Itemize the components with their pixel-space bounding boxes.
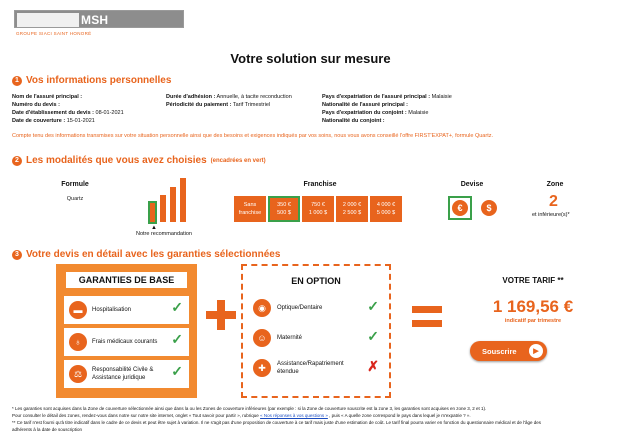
base-guarantees-panel: [56, 264, 197, 398]
section-title: Les modalités que vous avez choisies: [26, 155, 207, 166]
guarantee-label: Frais médicaux courants: [92, 339, 158, 345]
footnote-line: * Les garanties sont acquises dans la Zone de couverture sélectionnée ainsi que dans la ou les Zones de couverture inférieures (par exemple : si la Zone de couverture souscrite est la zone 3, les garanties sont acquises en zone 3, 2 et 1).: [12, 406, 487, 411]
footnote-line: ** Ce tarif n'est fourni qu'à titre indicatif dans le cadre de ce devis et peut être sujet à variation. Il ne s'agit pas d'une proposition de couverture à ce tarif mais juste d'une estimation de coût. Le tarif final pourra varier en fonction du questionnaire médical et de l'âge des: [12, 420, 541, 425]
guarantee-row: [64, 296, 189, 324]
play-arrow-icon: ▶: [529, 344, 543, 358]
info-label: Numéro du devis :: [12, 102, 60, 108]
section-number: 3: [12, 250, 22, 260]
baby-icon: ☺: [253, 329, 271, 347]
selected-formule-highlight: [148, 201, 157, 224]
info-label: Pays d'expatriation du conjoint :: [322, 110, 407, 116]
zone-label: Zone: [546, 181, 564, 188]
logo-swoosh: [17, 13, 79, 27]
formule-label: Formule: [61, 181, 89, 188]
tarif-title: VOTRE TARIF **: [502, 276, 564, 285]
scales-icon: ⚖: [69, 365, 87, 383]
section-number: 1: [12, 76, 22, 86]
section-number: 2: [12, 156, 22, 166]
franchise-option-2000[interactable]: [336, 196, 368, 222]
section-quote-heading: [12, 249, 280, 260]
devise-label: Devise: [460, 181, 484, 188]
footnotes: [12, 405, 612, 433]
info-column-3: [322, 93, 452, 125]
franchise-top: Sans: [243, 202, 257, 208]
footnote-text: , puis « A quelle zone correspond le pays dans lequel je m'expatrie ? ».: [329, 413, 471, 418]
info-value: Malaisie: [431, 94, 452, 100]
option-label: Assistance/Rapatriement étendue: [277, 361, 344, 375]
footnote-text: Pour consulter le détail des zones, rendez-vous dans notre sur notre site internet, onglet « Tout savoir pour partir », rubrique: [12, 413, 259, 418]
option-row[interactable]: [251, 326, 383, 352]
dollar-icon[interactable]: $: [481, 200, 497, 216]
formule-level-bar[interactable]: [180, 178, 186, 222]
info-value: 08-01-2021: [95, 110, 124, 116]
info-column-1: [12, 93, 124, 125]
formule-level-bar[interactable]: [170, 187, 176, 222]
check-icon: ✓: [171, 363, 183, 379]
section-title: Votre devis en détail avec les garanties sélectionnées: [26, 249, 281, 260]
info-label: Date d'établissement du devis :: [12, 110, 94, 116]
option-label: Optique/Dentaire: [277, 305, 323, 311]
franchise-option-750[interactable]: [302, 196, 334, 222]
option-label: Maternité: [277, 335, 303, 341]
formule-value: Quartz: [66, 196, 84, 202]
triangle-up-icon: ▲: [151, 225, 157, 231]
footnote-line: [12, 412, 612, 419]
options-panel: [241, 264, 391, 398]
guarantee-row: [64, 360, 189, 388]
info-label: Date de couverture :: [12, 118, 66, 124]
franchise-bottom: franchise: [238, 210, 262, 216]
plus-icon: [206, 300, 236, 330]
guarantee-row: [64, 328, 189, 356]
formule-level-bar[interactable]: [160, 195, 166, 222]
info-value: Annuelle, à tacite reconduction: [216, 94, 292, 100]
guarantee-label: Responsabilité Civile & Assistance juridique: [92, 367, 154, 381]
info-label: Nationalité de l'assuré principal :: [322, 102, 408, 108]
info-label: Périodicité du paiement :: [166, 102, 232, 108]
franchise-label: Franchise: [303, 181, 337, 188]
franchise-option-4000[interactable]: [370, 196, 402, 222]
check-icon: ✓: [367, 298, 379, 314]
franchise-option-350[interactable]: [268, 196, 300, 222]
ambulance-icon: ✚: [253, 359, 271, 377]
franchise-top: 350 €: [277, 202, 291, 208]
option-row[interactable]: [251, 356, 383, 382]
euro-icon[interactable]: €: [452, 200, 468, 216]
info-label: Durée d'adhésion :: [166, 94, 216, 100]
franchise-options: [234, 196, 402, 222]
franchise-option-none[interactable]: [234, 196, 266, 222]
recommendation-note: Compte tenu des informations transmises sur votre situation personnelle ainsi que des besoins et exigences indiqués par vos soins, nous vous avons conseillé l'offre FIRST'EXPAT+, formule Quartz.: [12, 133, 493, 139]
options-title: EN OPTION: [291, 276, 341, 286]
base-guarantees-title: GARANTIES DE BASE: [66, 272, 187, 288]
info-value: Tarif Trimestriel: [232, 102, 271, 108]
info-value: 15-01-2021: [66, 118, 95, 124]
footnote-line: adhérents à la date de souscription: [12, 427, 83, 432]
franchise-bottom: 2 500 $: [342, 210, 362, 216]
section-modalities-heading: [12, 155, 266, 166]
page-title: Votre solution sur mesure: [230, 51, 391, 66]
zone-value: 2: [549, 193, 558, 210]
franchise-bottom: 500 $: [277, 210, 291, 216]
subscribe-label: Souscrire: [482, 346, 517, 356]
faq-link[interactable]: « Nos réponses à vos questions »: [260, 413, 328, 418]
section-personal-info-heading: [12, 75, 171, 86]
bed-icon: ▬: [69, 301, 87, 319]
info-label: Pays d'expatriation de l'assuré principal :: [322, 94, 431, 100]
info-label: Nom de l'assuré principal :: [12, 94, 83, 100]
logo-name: MSH INTERNATIONAL: [81, 13, 181, 41]
zone-subtitle: et inférieure(s)*: [532, 212, 570, 218]
tarif-price: 1 169,56 €: [492, 297, 574, 316]
eye-icon: ◉: [253, 299, 271, 317]
stethoscope-icon: ♁: [69, 333, 87, 351]
option-row[interactable]: [251, 296, 383, 322]
info-value: Malaisie: [408, 110, 429, 116]
guarantee-label: Hospitalisation: [92, 307, 132, 313]
info-label: Nationalité du conjoint :: [322, 118, 385, 124]
recommendation-label: Notre recommandation: [136, 231, 192, 237]
info-column-2: [166, 93, 292, 109]
section-title: Vos informations personnelles: [26, 75, 172, 86]
check-icon: ✓: [367, 328, 379, 344]
equals-icon: [412, 306, 442, 328]
section-note: (encadrées en vert): [210, 157, 266, 164]
subscribe-button[interactable]: [470, 341, 547, 361]
msh-logo: [14, 10, 184, 46]
franchise-top: 4 000 €: [376, 202, 396, 208]
tarif-period: indicatif par trimestre: [504, 318, 562, 324]
check-icon: ✓: [171, 299, 183, 315]
franchise-top: 2 000 €: [342, 202, 362, 208]
check-icon: ✓: [171, 331, 183, 347]
cross-icon: ✗: [367, 358, 379, 374]
franchise-bottom: 1 000 $: [308, 210, 328, 216]
franchise-bottom: 5 000 $: [376, 210, 396, 216]
franchise-top: 750 €: [311, 202, 325, 208]
logo-subtitle: GROUPE SIACI SAINT HONORÉ: [16, 31, 92, 36]
